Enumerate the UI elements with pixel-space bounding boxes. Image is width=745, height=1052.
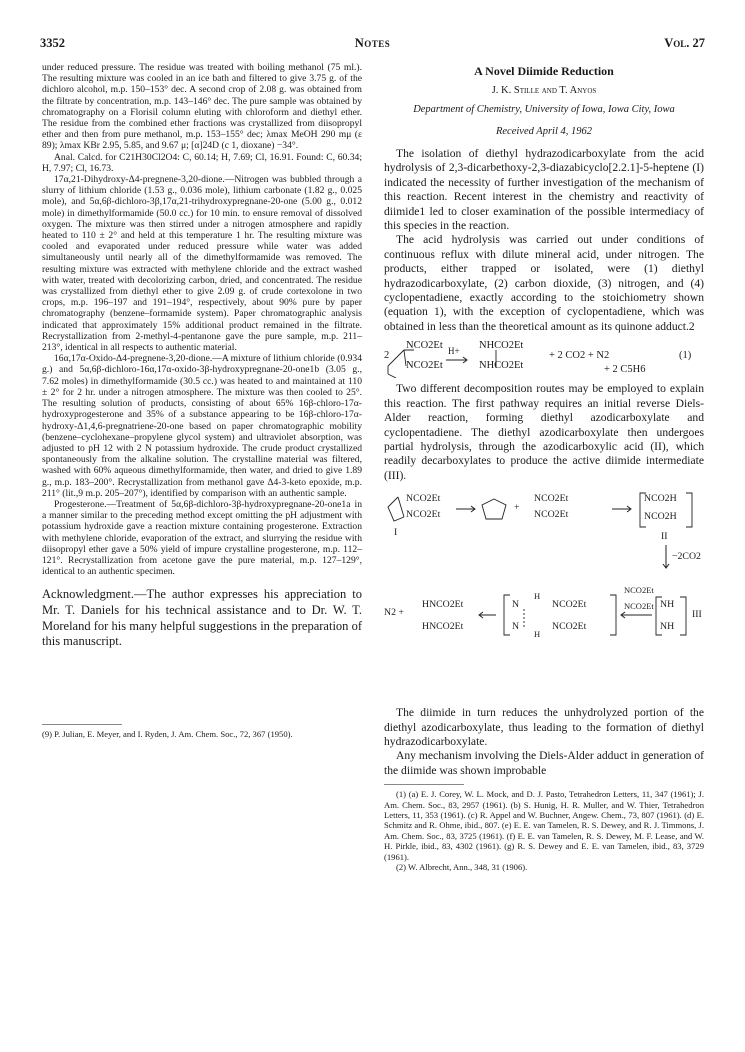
article-authors: J. K. Stille and T. Anyos	[491, 85, 597, 96]
eq-number: (1)	[679, 350, 692, 362]
paragraph-dichloro-alcohol: under reduced pressure. The residue was treated with boiling methanol (75 ml.). The resulting mixture was cooled in an ice bath and filtered to give 3.75 g. of the dichloro alcohol, m.p. 150–153° dec. A second crop of 2.08 g. was obtained from the filtrate by concentration, m.p. 143–146° dec. The pure sample was obtained by chromatography on a Florisil column eluting with chloroform and diethyl ether. The residue from the combined ether fractions was crystallized from diisopropyl ether and then from pure methanol, m.p. 153–155° dec; λmax MeOH 290 mμ (ε 89); λmax KBr 2.95, 5.85, and 9.67 μ; [α]24D (c 1, dioxane) −34°.	[42, 62, 362, 152]
scheme-ts-ester-1: NCO2Et	[552, 599, 587, 611]
scheme-reagent-2: NCO2Et	[624, 601, 654, 612]
scheme-minus-co2: −2CO2	[672, 551, 701, 563]
footnote-9: (9) P. Julian, E. Meyer, and I. Ryden, J. Am. Chem. Soc., 72, 367 (1950).	[42, 728, 293, 739]
equation-1	[384, 338, 704, 378]
paragraph-hydrolysis: The acid hydrolysis was carried out under conditions of continuous reflux with dilute mineral acid, under nitrogen. The products, either trapped or isolated, were (1) diethyl hydrazodicarboxylate, (2) carbon dioxide, (3) nitrogen, and (4) cyclopentadiene, exactly according to the stoichiometry shown (equation 1), with the exception of cyclopentadiene, which was obtained in less than the theoretical amount as its quinone adduct.2	[384, 233, 704, 333]
eq-product-2: NHCO2Et	[479, 360, 524, 372]
paragraph-progesterone: Progesterone.—Treatment of 5α,6β-dichloro-3β-hydroxypregnane-20-one1a in a manner similar to the preceding method except omitting the pH adjustment with potassium hydroxide gave a reaction mixture containing progesterone. Extraction with methylene chloride, evaporation of the extract, and slurrying the residue with diisopropyl ether gave a 50% yield of impure crystalline progesterone, m.p. 112–121°. Recrystallization from acetone gave the pure material, m.p. 127–129°, identical to an authentic specimen.	[42, 498, 362, 578]
scheme-nitrogen: N2 +	[384, 607, 404, 619]
page-number: 3352	[40, 36, 65, 50]
scheme-plus: +	[514, 502, 520, 514]
acknowledgment: Acknowledgment.—The author expresses his appreciation to Mr. T. Daniels for his technical assistance and to Dr. W. T. Moreland for his many helpful suggestions in the preparation of this manuscript.	[42, 587, 362, 649]
scheme-diimide-1: NH	[660, 599, 675, 611]
eq-reactant-n1: NCO2Et	[406, 340, 443, 352]
paragraph-oxido-pregnene: 16α,17α-Oxido-Δ4-pregnene-3,20-dione.—A mixture of lithium chloride (0.934 g.) and 5α,6β-dichloro-16α,17α-oxido-3β-hydroxypregnane-20-one1b (3.05 g., 7.62 moles) in dimethylformamide (30.5 cc.) was heated to and maintained at 110 ± 2° for 2 hr. under a nitrogen atmosphere. The mixture was then cooled to 25°. The resulting solution of products, consisting of about 65% 16β-chloro-17α-hydroxyprogesterone and 35% of a substance appearing to be 16β-chloro-17α-hydroxy-Δ1,4,6-pregnatriene-20-one based on paper chromatographic mobility (benzene–cyclohexane–propylene glycol system) and ultraviolet absorption, was adjusted to pH 12 with 2 N potassium hydroxide. The crude product crystallized spontaneously from the alkaline solution. The crystalline material was filtered, washed with 60% aqueous dimethylformamide, then water, and dried to give 1.89 g., m.p. 183–200°. Recrystallization from methanol gave Δ4-3-keto epoxide, m.p. 211° (lit.,9 m.p. 205–207°), identified by comparison with an authentic sample.	[42, 353, 362, 499]
right-column	[384, 62, 704, 872]
scheme-ts-n2: N	[512, 621, 520, 633]
footnote-rule-right	[384, 784, 464, 785]
eq-co2-n2: + 2 CO2 + N2	[549, 350, 610, 362]
scheme-hydrazo-1: HNCO2Et	[422, 599, 464, 611]
paragraph-routes: Two different decomposition routes may be employed to explain this reaction. The first pathway requires an initial reverse Diels-Alder reaction, forming diethyl azodicarboxylate and cyclopentadiene. The diethyl azodicarboxylate then undergoes partial hydrolysis, through the azodicarboxylic acid (II), which readily decarboxylates to produce the active diimide intermediate (III).	[384, 382, 704, 482]
eq-catalyst: H+	[448, 346, 460, 357]
scheme-hydrazo-2: HNCO2Et	[422, 621, 464, 633]
received-date: Received April 4, 1962	[495, 126, 593, 137]
scheme-label-III: III	[692, 609, 702, 621]
paragraph-analysis: Anal. Calcd. for C21H30Cl2O4: C, 60.14; H, 7.69; Cl, 16.91. Found: C, 60.34; H, 7.97; Cl, 16.73.	[42, 151, 362, 174]
paragraph-mechanism: Any mechanism involving the Diels-Alder adduct in generation of the diimide was shown improbable	[384, 749, 704, 777]
running-title: Notes	[354, 36, 391, 50]
article-affiliation: Department of Chemistry, University of Iowa, Iowa City, Iowa	[413, 104, 675, 115]
scheme-reagent-1: NCO2Et	[624, 585, 654, 596]
eq-coefficient: 2	[384, 350, 390, 362]
scheme-I-n2: NCO2Et	[406, 509, 441, 521]
scheme-label-I: I	[394, 527, 398, 539]
eq-cyclopentadiene: + 2 C5H6	[604, 364, 646, 376]
scheme-acid-1: NCO2H	[644, 493, 677, 505]
scheme-diimide-2: NH	[660, 621, 675, 633]
scheme-acid-2: NCO2H	[644, 511, 677, 523]
eq-reactant-n2: NCO2Et	[406, 360, 443, 372]
scheme-ts-h1: H	[534, 591, 541, 602]
paragraph-intro: The isolation of diethyl hydrazodicarboxylate from the acid hydrolysis of 2,3-dicarbethoxy-2,3-diazabicyclo[2.2.1]-5-heptene (I) indicated the necessity of further investigation of the mechanism of this reaction. Recent interest in the chemistry and reactivity of diimide1 led to closer examination of the possible intermediacy of this species in the reaction.	[384, 147, 704, 233]
scheme-azo-1: NCO2Et	[534, 493, 569, 505]
paragraph-dihydroxy-pregnene: 17α,21-Dihydroxy-Δ4-pregnene-3,20-dione.—Nitrogen was bubbled through a slurry of lithium chloride (1.53 g., 0.036 mole), lithium carbonate (1.82 g., 0.025 mole), and 5α,6β-dichloro-3β,17α,21-trihydroxypregnane-20-one (5.00 g., 0.012 mole) in dimethylformamide (50.0 cc.) for 10 min. to ensure removal of dissolved oxygen. The mixture was then stirred under a nitrogen atmosphere and rapidly heated to 110 ± 2° and held at this temperature 1 hr. The resulting mixture was cooled and evaporated under reduced pressure while water was added simultaneously until nearly all of the dimethylformamide was removed. The resulting mixture was extracted with methylene chloride and the extract washed with water, treated with decolorizing carbon, dried, and concentrated. The residue was crystallized from diethyl ether to give 2.09 g. of crude cortexolone in two crops, m.p. 196–197 and 191–194°, respectively, about 90% pure by paper chromatography (benzene–formamide system). Paper chromatographic analysis indicated that approximately 15% additional product remained in the filtrate. Recrystallization from 2-methyl-4-pentanone gave the pure sample, m.p. 211–213°, identical in all respects to authentic material.	[42, 174, 362, 354]
scheme-ts-n1: N	[512, 599, 520, 611]
footnote-rule	[42, 724, 122, 725]
footnote-1: (1) (a) E. J. Corey, W. L. Mock, and D. J. Pasto, Tetrahedron Letters, 11, 347 (1961); J. Am. Chem. Soc., 83, 2957 (1961). (b) S. Hunig, H. R. Muller, and W. Thier, Tetrahedron Letters, 11, 353 (1961). (c) R. Appel and W. Buchner, Angew. Chem., 73, 807 (1961). (d) E. Schmitz and R. Ohme, ibid., 807. (e) E. E. van Tamelen, R. S. Dewey, and R. J. Timmons, J. Am. Chem. Soc., 83, 3725 (1961). (f) E. E. van Tamelen, R. S. Dewey, M. F. Lease, and W. H. Pirkle, ibid., 83, 4302 (1961). (g) R. S. Dewey and E. E. van Tamelen, ibid., 83, 3729 (1961).	[384, 789, 704, 862]
scheme-azo-2: NCO2Et	[534, 509, 569, 521]
eq-product-1: NHCO2Et	[479, 340, 524, 352]
paragraph-diimide-reduction: The diimide in turn reduces the unhydrolyzed portion of the diethyl azodicarboxylate, thus leading to the formation of diethyl hydrazodicarboxylate.	[384, 706, 704, 748]
scheme-ts-ester-2: NCO2Et	[552, 621, 587, 633]
left-column	[42, 62, 362, 739]
article-title: A Novel Diimide Reduction	[474, 64, 614, 78]
scheme-ts-h2: H	[534, 629, 541, 640]
reaction-scheme	[384, 487, 704, 702]
scheme-label-II: II	[661, 531, 668, 543]
volume-label: Vol. 27	[664, 36, 705, 50]
footnote-2: (2) W. Albrecht, Ann., 348, 31 (1906).	[396, 862, 528, 872]
page-header	[40, 36, 705, 54]
scheme-I-n1: NCO2Et	[406, 493, 441, 505]
